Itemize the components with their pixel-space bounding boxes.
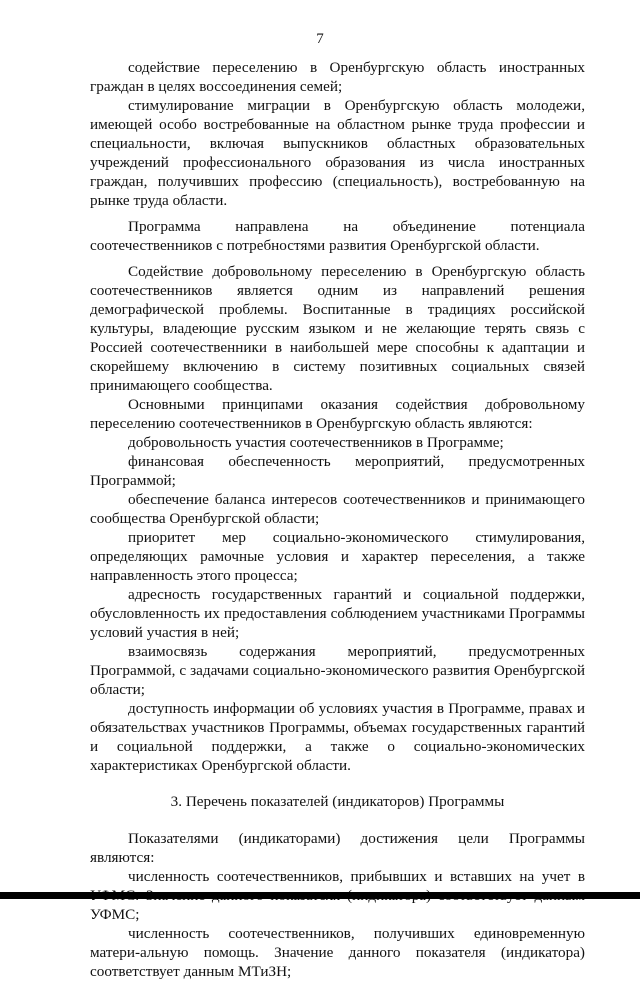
paragraph: численность соотечественников, прибывших и вставших на учет в УФМС; xyxy=(90,868,585,923)
paragraph: Программа направлена на объединение потенциала соотечественников с потребностями развития Оренбургской области. xyxy=(90,218,585,254)
paragraph: Содействие добровольному переселению в Оренбургскую область соотечественников является одним из направлений решения демографической проблемы. Воспитанные в традициях российской культуры, владеющие русским языком и не желающие терять связь с Россией соотечественники в наибольшей мере способны к адаптации и скорейшему включению в систему позитивных социальных связей принимающего сообщества. xyxy=(90,263,585,394)
paragraph: доступность информации об условиях участия в Программе, правах и обязательствах участников Программы, объемах государственных гарантий и социальной поддержки, а также о социально-экономических характеристиках Оренбургской области. xyxy=(90,700,585,774)
paragraph: численность соотечественников, получивших единовременную матери-альную помощь. Значение данного показателя (индикатора) соответствует данным МТиЗН; xyxy=(90,925,585,980)
bottom-scan-border xyxy=(0,892,640,899)
paragraph: содействие переселению в Оренбургскую область иностранных граждан в целях воссоединения семей; xyxy=(90,59,585,95)
paragraph: взаимосвязь содержания мероприятий, предусмотренных Программой, с задачами социально-экономического развития Оренбургской области; xyxy=(90,643,585,698)
paragraph: Основными принципами оказания содействия добровольному переселению соотечественников в Оренбургскую область являются: xyxy=(90,396,585,432)
paragraph: приоритет мер социально-экономического стимулирования, определяющих рамочные условия и характер переселения, а также направленность этого процесса; xyxy=(90,529,585,584)
page-number: 7 xyxy=(316,31,324,47)
paragraph: добровольность участия соотечественников в Программе; xyxy=(128,434,504,451)
section-heading: 3. Перечень показателей (индикаторов) Программы xyxy=(170,793,505,810)
document-body xyxy=(90,58,585,981)
paragraph: стимулирование миграции в Оренбургскую область молодежи, имеющей особо востребованные на областном рынке труда профессии и специальности, включая выпускников областных образовательных учреждений профессионального образования из числа иностранных граждан, получивших профессию (специальность), востребованную на рынке труда области. xyxy=(90,97,585,209)
paragraph: адресность государственных гарантий и социальной поддержки, обусловленность их предоставления соблюдением участниками Программы условий участия в ней; xyxy=(90,586,585,641)
paragraph: обеспечение баланса интересов соотечественников и принимающего сообщества Оренбургской области; xyxy=(90,491,585,527)
paragraph: финансовая обеспеченность мероприятий, предусмотренных Программой; xyxy=(90,453,585,489)
paragraph: Показателями (индикаторами) достижения цели Программы являются: xyxy=(90,830,585,866)
